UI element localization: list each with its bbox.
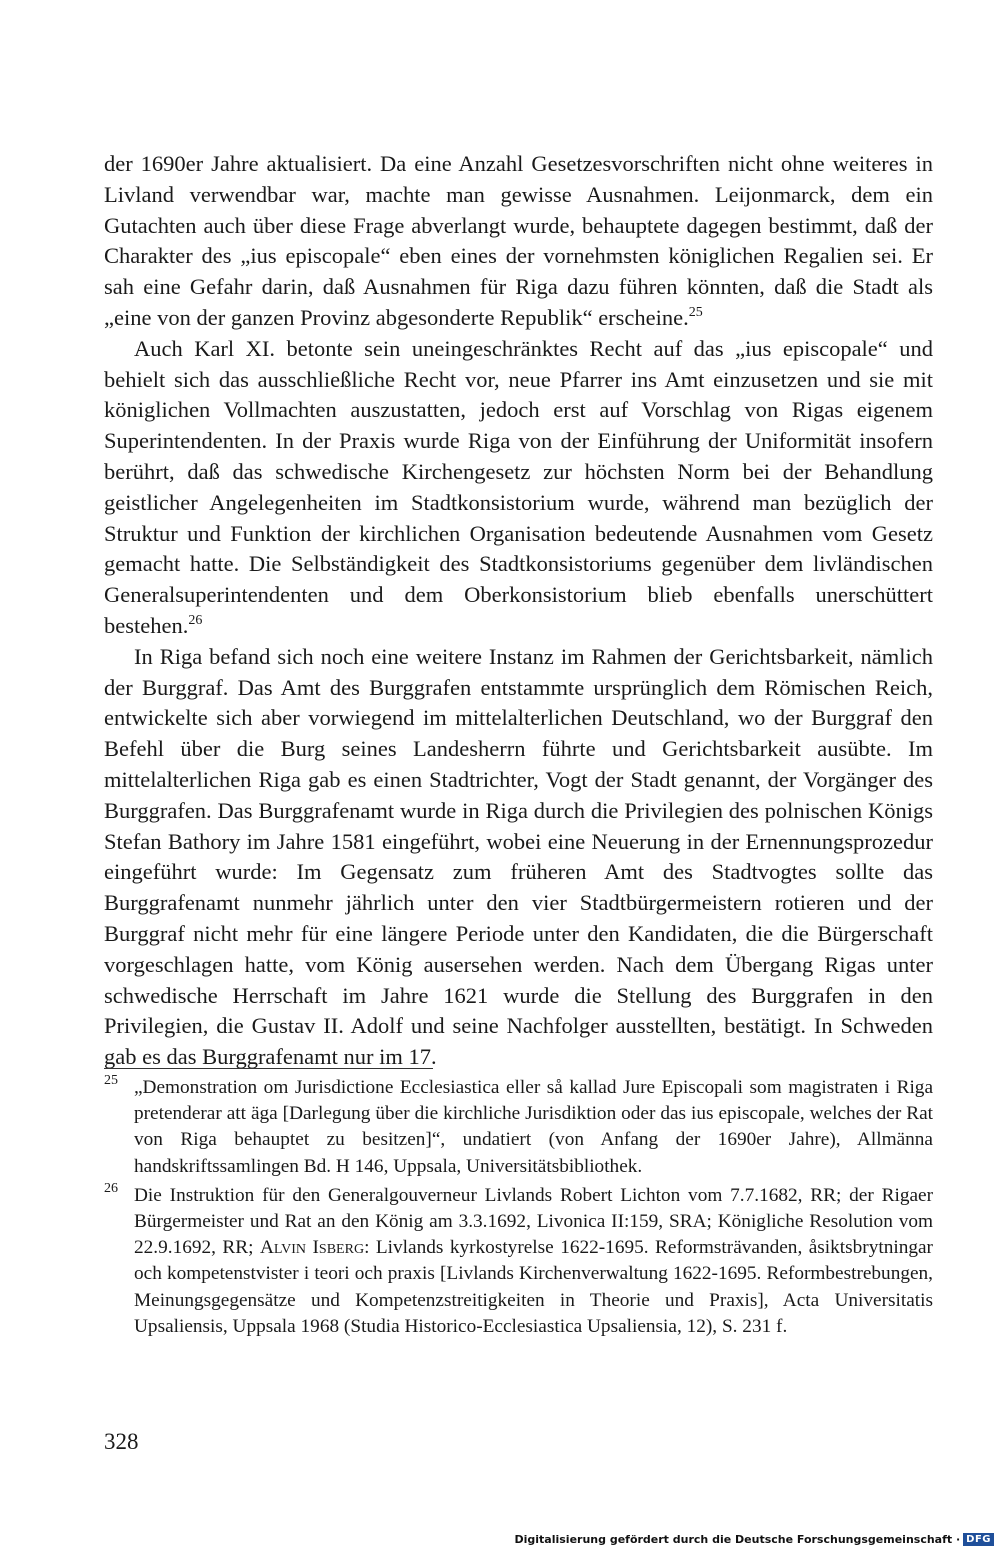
paragraph-text: In Riga befand sich noch eine weitere Instanz im Rahmen der Gerichtsbarkeit, nämlich der Burggraf. Das Amt des Burggrafen entstammte ursprünglich dem Römischen Reich, entwickelte sich aber vorwiegend im mittelalterlichen Deutschland, wo der Burggraf den Befehl über die Burg seines Landesherrn führte und Gerichtsbarkeit ausübte. Im mittelalterlichen Riga gab es einen Stadtrichter, Vogt der Stadt genannt, der Vorgänger des Burggrafen. Das Burggrafenamt wurde in Riga durch die Privilegien des polnischen Königs Stefan Bathory im Jahre 1581 eingeführt, wobei eine Neuerung in der Ernennungsprozedur eingeführt wurde: Im Gegensatz zum früheren Amt des Stadtvogtes sollte das Burggrafenamt nunmehr jährlich unter den vier Stadtbürgermeistern rotieren und der Burggraf nicht mehr für eine längere Periode unter den Kandidaten, die die Bürgerschaft vorgeschlagen hatte, vom König ausersehen werden. Nach dem Übergang Rigas unter schwedische Herrschaft im Jahre 1621 wurde die Stellung des Burggrafen in den Privilegien, die Gustav II. Adolf und seine Nachfolger ausstellten, bestätigt. In Schweden gab es das Burggrafenamt nur im 17. — [104, 643, 933, 1070]
dfg-logo-icon: DFG — [963, 1533, 994, 1546]
footnote-25 — [104, 1075, 933, 1180]
footnote-text-part: Die Instruktion für den Generalgouverneur Livlands Robert Lichton vom 7.7.1682, RR; der Rigaer Bürgermeister und Rat an den König am 3.3.1692, Livonica II:159, SRA; Königliche Resolution vom 22.9.1692, RR; — [134, 1184, 933, 1259]
footnote-number: 26 — [104, 1180, 118, 1196]
paragraph-2 — [104, 334, 933, 642]
footnote-ref-26[interactable]: 26 — [188, 612, 203, 628]
footnote-text: „Demonstration om Jurisdictione Ecclesiastica eller så kallad Jure Episcopali som magistraten i Riga pretenderar att äga [Darlegung über die kirchliche Jurisdiktion oder das ius episcopale, welches der Rat von Riga behauptet zu besitzen]“, undatiert (von Anfang der 1690er Jahre), Allmänna handskriftssamlingen Bd. H 146, Uppsala, Universitätsbibliothek. — [134, 1077, 933, 1177]
footnote-author: Alvin Isberg — [259, 1237, 365, 1259]
footnotes — [104, 1075, 933, 1343]
paragraph-text: der 1690er Jahre aktualisiert. Da eine Anzahl Gesetzesvorschriften nicht ohne weiteres in Livland verwendbar war, machte man gewisse Ausnahmen. Leijonmarck, dem ein Gutachten auch über diese Frage abverlangt wurde, behauptete dagegen bestimmt, daß der Charakter des „ius episcopale“ eben eines der vornehmsten königlichen Regalien sei. Er sah eine Gefahr darin, daß Ausnahmen für Riga dazu führen könnten, daß die Stadt als „eine von der ganzen Provinz abgesonderte Republik“ erscheine. — [104, 151, 933, 330]
digitization-credit — [514, 1533, 994, 1546]
footnote-26 — [104, 1180, 933, 1340]
paragraph-1 — [104, 149, 933, 334]
paragraph-3 — [104, 642, 933, 1073]
paragraph-text: Auch Karl XI. betonte sein uneingeschränktes Recht auf das „ius episcopale“ und behielt sich das ausschließliche Recht vor, neue Pfarrer ins Amt einzusetzen und sie mit königlichen Vollmachten auszustatten, jedoch erst auf Vorschlag von Rigas eigenem Superintendenten. In der Praxis wurde Riga von der Einführung der Uniformität insofern berührt, daß das schwedische Kirchengesetz zur höchsten Norm bei der Behandlung geistlicher Angelegenheiten im Stadtkonsistorium wurde, während man bezüglich der Struktur und Funktion der kirchlichen Organisation bedeutende Ausnahmen vom Gesetz gemacht hatte. Die Selbständigkeit des Stadtkonsistoriums gegenüber dem livländischen Generalsuperintendenten und dem Oberkonsistorium blieb ebenfalls unerschüttert bestehen. — [104, 335, 933, 638]
footnote-ref-25[interactable]: 25 — [688, 304, 703, 320]
main-text — [104, 149, 933, 1073]
credit-text: Digitalisierung gefördert durch die Deutsche Forschungsgemeinschaft · — [514, 1533, 961, 1546]
footnote-text-part: : Livlands kyrkostyrelse 1622-1695. Reformsträvanden, åsiktsbrytningar och kompetenstvister i teori och praxis [Livlands Kirchenverwaltung 1622-1695. Reformbestrebungen, Meinungsgegensätze und Kompetenzstreitigkeiten in Theorie und Praxis], Acta Universitatis Upsaliensis, Uppsala 1968 (Studia Historico-Ecclesiastica Upsaliensia, 12), S. 231 f. — [134, 1237, 933, 1337]
footnote-number: 25 — [104, 1073, 118, 1088]
footnote-divider — [104, 1068, 433, 1069]
page-number: 328 — [104, 1429, 139, 1454]
